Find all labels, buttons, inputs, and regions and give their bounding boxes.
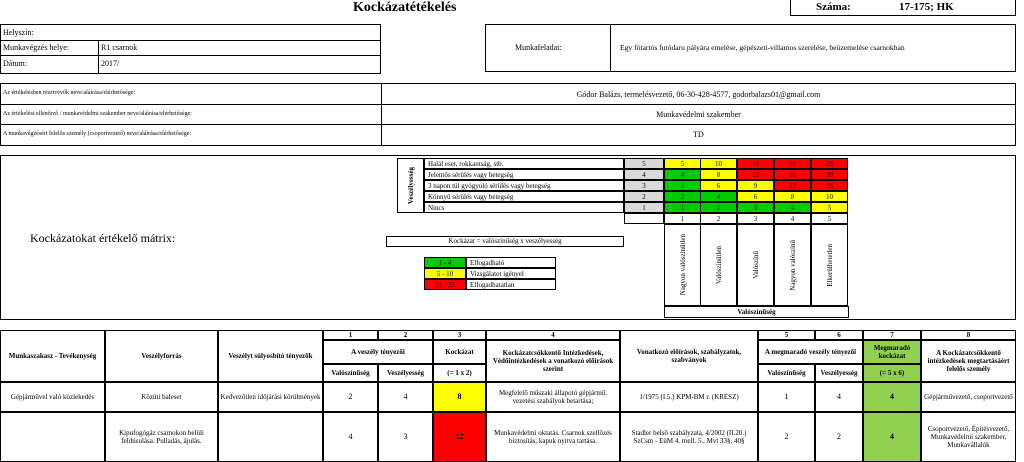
matrix-cell: 3 <box>737 202 774 213</box>
probability-level: 3 <box>737 213 774 224</box>
matrix-cell: 10 <box>811 191 848 202</box>
header-risk-formula: (= 1 x 2) <box>433 364 486 382</box>
probability-label: Nagyon valószínűtlen <box>664 224 701 306</box>
location-label: Helyszín: <box>3 28 34 37</box>
severity-level: 3 <box>624 180 664 191</box>
page-title: Kockázatétékelés <box>353 0 457 15</box>
info-divider <box>0 55 381 56</box>
info-divider <box>0 40 381 41</box>
matrix-cell: 12 <box>774 180 811 191</box>
person-label: Az értékelésben résztvevők neve/aláírása/elérhetősége: <box>3 90 136 96</box>
matrix-cell: 5 <box>811 202 848 213</box>
probability-label: Nagyon valószínű <box>774 224 811 306</box>
workplace-value: R1 csarnok <box>101 43 138 52</box>
table-cell-aggravating: Kedvezőtlen időjárási körülmények <box>218 382 323 412</box>
table-cell-responsible: Csoportvezető, Építésvezető, Munkavédelmi szakember, Munkavállalók <box>921 412 1016 462</box>
legend-text: Elfogadható <box>466 257 556 268</box>
formula-text: Kockázat = valószínűség x veszélyesség <box>448 237 562 245</box>
person-label: A munkavégzésért felelős személy (csoportvezető) neve/aláírása/elérhetősége: <box>3 131 192 137</box>
legend-range: 12 - 25 <box>424 279 466 290</box>
matrix-cell: 3 <box>664 180 701 191</box>
table-cell-prob: 2 <box>323 382 378 412</box>
table-cell-sev: 3 <box>378 412 433 462</box>
table-cell-responsible: Gépjárművezető, csoportvezető <box>921 382 1016 412</box>
table-cell-source: Kipufogógáz csarnokon belüli feldúsulása. Pulladás, ájulás. <box>105 412 218 462</box>
task-label: Munkafeladat: <box>515 43 562 52</box>
col-number: 8 <box>921 330 1016 340</box>
matrix-cell: 2 <box>700 202 737 213</box>
number-label: Száma: <box>816 1 851 13</box>
probability-level: 1 <box>664 213 701 224</box>
probability-label: Valószínűtlen <box>700 224 737 306</box>
header-aggravating: Veszélyt súlyosbító tényezők <box>218 330 323 382</box>
header-responsible: A Kockázatcsökkentő intézkedések megtartásáért felelős személy <box>921 340 1016 382</box>
header-prob: Valószínűség <box>323 364 378 382</box>
legend-range: 5 - 10 <box>424 268 466 279</box>
legend-range: 1 - 4 <box>424 257 466 268</box>
matrix-cell: 4 <box>774 202 811 213</box>
header-risk: Kockázat <box>433 340 486 364</box>
table-cell-measures: Munkavédelmi oktatás. Csarnok szellőzés biztosítás, kapuk nyitva tartása. <box>486 412 620 462</box>
workplace-label: Munkavégzés helye: <box>3 43 69 52</box>
persons-divider <box>0 124 1016 125</box>
matrix-corner <box>624 213 664 224</box>
table-cell-risk: 8 <box>433 382 486 412</box>
severity-level: 1 <box>624 202 664 213</box>
task-vdivider <box>610 24 611 72</box>
task-value: Egy fötartós futódaru pályára emelése, gépészeti-villamos szerelése, beüzemelése csarnokban <box>620 43 905 52</box>
matrix-title: Kockázatokat értékelő mátrix: <box>30 231 176 245</box>
table-cell-remaining: 4 <box>863 412 921 462</box>
col-number: 7 <box>863 330 921 340</box>
persons-divider <box>0 104 1016 105</box>
number-value: 17-175; HK <box>899 1 954 13</box>
table-cell-task: Gépjárművel való közlekedés <box>0 382 105 412</box>
matrix-cell: 5 <box>664 158 701 169</box>
probability-level: 4 <box>774 213 811 224</box>
header-remaining-factors: A megmaradó veszély tényezői <box>758 340 863 364</box>
probability-level: 2 <box>700 213 737 224</box>
header-remaining-risk: Megmaradó kockázat <box>863 340 921 364</box>
person-value: Munkavédelmi szakember <box>656 110 741 119</box>
matrix-cell: 6 <box>737 191 774 202</box>
probability-label: Elkerülhetetlen <box>811 224 848 306</box>
table-cell-risk: 12 <box>433 412 486 462</box>
matrix-cell: 6 <box>700 180 737 191</box>
severity-level: 4 <box>624 169 664 180</box>
col-number: 6 <box>815 330 863 340</box>
table-cell-sev2: 2 <box>815 412 863 462</box>
table-cell-prob2: 1 <box>758 382 815 412</box>
table-cell-sev: 4 <box>378 382 433 412</box>
table-cell-prob: 4 <box>323 412 378 462</box>
col-number: 3 <box>433 330 486 340</box>
severity-row-label: Könnyű sérülés vagy betegség <box>424 191 624 202</box>
severity-row-label: Halál eset, rokkantság, stb. <box>424 158 624 169</box>
severity-axis-label: Veszélyesség <box>397 158 424 213</box>
header-sev2: Veszélyesség <box>815 364 863 382</box>
severity-row-label: Nincs <box>424 202 624 213</box>
table-cell-prob2: 2 <box>758 412 815 462</box>
table-cell-regs: Stadler belső szabályzata, 4/2002 (II.20.) SzCsm - EüM 4. mell. 5., Mvt 33§, 40§ <box>620 412 758 462</box>
matrix-cell: 20 <box>774 158 811 169</box>
legend-text: Elfogadhatatlan <box>466 279 556 290</box>
probability-label: Valószínű <box>737 224 774 306</box>
matrix-cell: 9 <box>737 180 774 191</box>
matrix-cell: 15 <box>811 180 848 191</box>
number-box <box>790 0 1016 16</box>
table-cell-sev2: 4 <box>815 382 863 412</box>
matrix-cell: 15 <box>737 158 774 169</box>
matrix-cell: 25 <box>811 158 848 169</box>
header-regs: Vonatkozó előírások, szabályzatok, szabványok <box>620 330 758 382</box>
person-value: Gódor Balázs, termelésvezető, 06-30-428-4577, godorbalazs01@gmail.com <box>576 90 821 99</box>
date-value: 2017/ <box>101 59 120 68</box>
info-vdivider <box>98 40 99 74</box>
severity-level: 2 <box>624 191 664 202</box>
matrix-cell: 20 <box>811 169 848 180</box>
person-label: Az értékelést ellenőrző / munkavédelmi szakember neve/aláírása/elérhetősége: <box>3 111 192 117</box>
col-number: 5 <box>758 330 815 340</box>
header-prob2: Valószínűség <box>758 364 815 382</box>
matrix-cell: 8 <box>774 191 811 202</box>
date-label: Dátum: <box>3 59 27 68</box>
col-number: 1 <box>323 330 378 340</box>
matrix-cell: 4 <box>664 169 701 180</box>
legend-text: Vizsgálatot igényel <box>466 268 556 279</box>
matrix-cell: 2 <box>664 191 701 202</box>
table-cell-source: Közúti baleset <box>105 382 218 412</box>
severity-row-label: 3 napon túl gyógyuló sérülés vagy betegség <box>424 180 624 191</box>
probability-level: 5 <box>811 213 848 224</box>
header-source: Veszélyforrás <box>105 330 218 382</box>
table-cell-remaining: 4 <box>863 382 921 412</box>
header-measures: Kockázatcsökkentő Intézkedések, Védőintézkedések a vonatkozó előírások szerint <box>486 340 620 382</box>
matrix-cell: 12 <box>737 169 774 180</box>
header-task: Munkaszakasz - Tevékenység <box>0 330 105 382</box>
person-value: TD <box>693 130 704 139</box>
header-factors: A veszély tényezői <box>323 340 433 364</box>
table-cell-regs: 1/1975 (I.5.) KPM-BM r. (KRESZ) <box>620 382 758 412</box>
header-sev: Veszélyesség <box>378 364 433 382</box>
matrix-cell: 4 <box>700 191 737 202</box>
matrix-cell: 8 <box>700 169 737 180</box>
matrix-cell: 10 <box>700 158 737 169</box>
col-number: 2 <box>378 330 433 340</box>
col-number: 4 <box>486 330 620 340</box>
header-remaining-formula: (= 5 x 6) <box>863 364 921 382</box>
matrix-cell: 1 <box>664 202 701 213</box>
matrix-cell: 16 <box>774 169 811 180</box>
probability-axis-label: Valószínűség <box>664 306 849 318</box>
table-cell-measures: Megfelelő műszaki állapotú gépjármű, vezetési szabályok betartása; <box>486 382 620 412</box>
severity-level: 5 <box>624 158 664 169</box>
severity-row-label: Jelentős sérülés vagy betegség <box>424 169 624 180</box>
